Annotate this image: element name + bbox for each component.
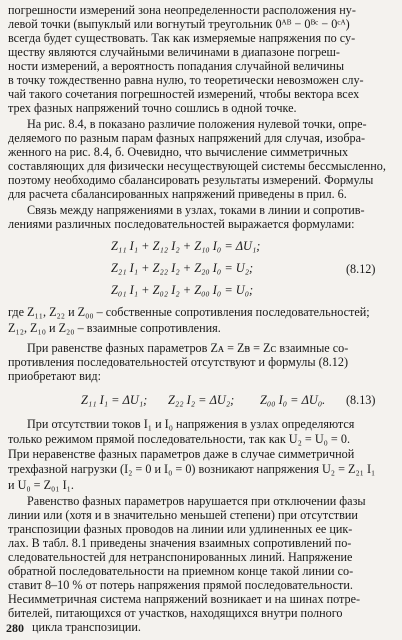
text-line: погрешности измерений зона неопределенности расположения ну-: [8, 3, 356, 17]
text-line: противления последовательностей отсутствуют и формулы (8.12): [8, 355, 349, 369]
text-line: обратной последовательности на приемном конце такой линии со-: [8, 564, 354, 578]
text-line: Связь между напряжениями в узлах, токами в линии и сопротив-: [27, 203, 365, 217]
text-line: При равенстве фазных параметров Zᴀ = Zᴃ = Zᴄ взаимные со-: [27, 341, 349, 355]
text-line: Z₁₂, Z₁₀ и Z₂₀ – взаимные сопротивления.: [8, 321, 221, 335]
text-line: только режимом прямой последовательности, так как U₂ = U₀ = 0.: [8, 432, 350, 446]
text-line: транспозиции фазных проводов на линии или удлиненных ее цик-: [8, 522, 353, 536]
text-line: ности измерений, а вероятность попадания случайной величины: [8, 59, 345, 73]
text-line: трех фазных напряжений точно сошлись в одной точке.: [8, 101, 297, 115]
equation-line: Z₂₁ I₁ + Z₂₂ I₂ + Z₂₀ I₀ = U₂;: [111, 261, 254, 275]
text-line: ществу являются случайными величинами в диапазоне погреш-: [8, 45, 340, 59]
text-line: При отсутствии токов I₁ и I₀ напряжения в узлах определяются: [27, 417, 355, 431]
text-line: цикла транспозиции.: [32, 620, 141, 634]
text-line: приобретают вид:: [8, 369, 102, 383]
text-line: женного на рис. 8.4, б. Очевидно, что вычисление симметричных: [8, 145, 349, 159]
text-line: поэтому необходимо сбалансировать результаты измерений. Формулы: [8, 173, 374, 187]
text-line: и U₀ = Z₀₁ I₁.: [8, 478, 74, 492]
equation-line: Z₀₁ I₁ + Z₀₂ I₂ + Z₀₀ I₀ = U₀;: [111, 283, 254, 297]
equation-term: Z₁₁ I₁ = ΔU₁;: [81, 393, 148, 407]
text-line: На рис. 8.4, в показано различие положения нулевой точки, опре-: [27, 117, 367, 131]
text-line: ставит 8–10 % от потерь напряжения прямой последовательности.: [8, 578, 353, 592]
text-line: всегда будет существовать. Так как измеряемые напряжения по су-: [8, 31, 356, 45]
text-line: Равенство фазных параметров нарушается при отключении фазы: [27, 494, 366, 508]
text-line: лениями различных последовательностей выражается формулами:: [8, 217, 355, 231]
text-line: где Z₁₁, Z₂₂ и Z₀₀ – собственные сопротивления последовательностей;: [8, 305, 370, 319]
page-number: 280: [6, 621, 24, 635]
equation-line: Z₁₁ I₁ + Z₁₂ I₂ + Z₁₀ I₀ = ΔU₁;: [111, 239, 261, 253]
text-line: чай такого сочетания погрешностей измерений, чтобы вектора всех: [8, 87, 360, 101]
equation-term: Z₂₂ I₂ = ΔU₂;: [168, 393, 235, 407]
text-line: деляемого по разным парам фазных напряжений для случая, изобра-: [8, 131, 366, 145]
text-line: в точку тождественно равна нулю, то теоретически невозможен слу-: [8, 73, 364, 87]
text-line: следовательностей для нетранспонированных линий. Напряжение: [8, 550, 353, 564]
text-line: При неравенстве фазных параметров даже в случае симметричной: [8, 447, 355, 461]
text-line: для расчета сбалансированных напряжений приведены в прил. 6.: [8, 187, 347, 201]
text-line: лах. В табл. 8.1 приведены значения взаимных сопротивлений по-: [8, 536, 352, 550]
text-line: трехфазной нагрузки (I₂ = 0 и I₀ = 0) возникают напряжения U₂ = Z₂₁ I₁: [8, 462, 376, 476]
text-line: бителей, питающихся от участков, находящихся внутри полного: [8, 606, 343, 620]
text-line: Несимметричная система напряжений возникает и на шинах потре-: [8, 592, 361, 606]
equation-number: (8.12): [346, 262, 376, 276]
equation-number: (8.13): [346, 393, 376, 407]
text-line: линии или (хотя и в значительно меньшей степени) при отсутствии: [8, 508, 358, 522]
text-line: левой точки (выпуклый или вогнутый треугольник 0ᴬᴮ − 0ᴮᶜ − 0ᶜᴬ): [8, 17, 350, 31]
equation-term: Z₀₀ I₀ = ΔU₀.: [260, 393, 326, 407]
text-line: составляющих для физически несуществующей системы бессмысленно,: [8, 159, 386, 173]
